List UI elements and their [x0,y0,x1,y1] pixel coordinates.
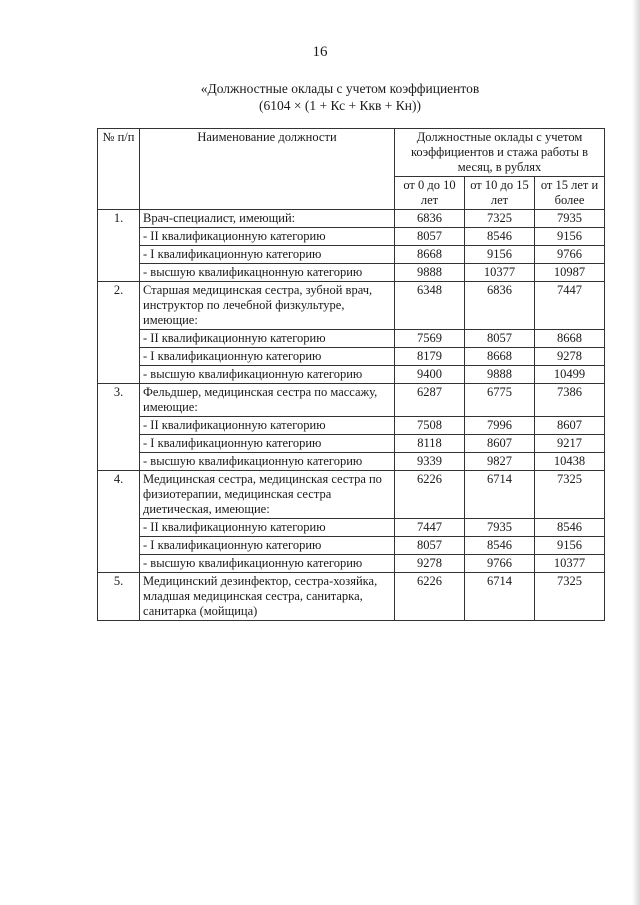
table-row [98,330,605,348]
header-row [98,129,605,177]
table-row [98,417,605,435]
position-name: Врач-специалист, имеющий: [140,210,395,228]
row-number: 1. [98,210,140,282]
salary-value: 10377 [535,555,605,573]
salary-value: 7508 [395,417,465,435]
table-row [98,282,605,330]
page-edge-shadow [632,0,640,905]
salary-value: 6226 [395,471,465,519]
salary-value: 7447 [535,282,605,330]
table-row [98,228,605,246]
salary-value: 8607 [535,417,605,435]
position-name: Старшая медицинская сестра, зубной врач, инструктор по лечебной физкультуре, имеющие: [140,282,395,330]
salary-value: 6226 [395,573,465,621]
salary-value: 9156 [465,246,535,264]
table-row [98,348,605,366]
table-row [98,210,605,228]
salary-value: 8668 [465,348,535,366]
position-name: - II квалификационную категорию [140,228,395,246]
salary-value: 9766 [535,246,605,264]
table-row [98,519,605,537]
salary-value: 7325 [535,573,605,621]
salary-value: 6836 [395,210,465,228]
salary-value: 10499 [535,366,605,384]
position-name: - высшую квалификацнонную категорию [140,264,395,282]
position-name: - II квалификационную категорию [140,417,395,435]
salary-value: 8607 [465,435,535,453]
table-row [98,537,605,555]
position-name: Медицинская сестра, медицинская сестра по физиотерапии, медицинская сестра диетическая, имеющие: [140,471,395,519]
salary-value: 7325 [535,471,605,519]
salary-value: 10987 [535,264,605,282]
table-row [98,471,605,519]
table-row [98,573,605,621]
salary-value: 8179 [395,348,465,366]
table-row [98,555,605,573]
salary-value: 7386 [535,384,605,417]
table-row [98,435,605,453]
salary-value: 10377 [465,264,535,282]
document-title [120,80,560,114]
header-experience-0-10: от 0 до 10 лет [395,177,465,210]
table-row [98,366,605,384]
salary-value: 7447 [395,519,465,537]
salary-value: 8118 [395,435,465,453]
position-name: - высшую квалификационную категорию [140,366,395,384]
header-experience-15-plus: от 15 лет и более [535,177,605,210]
position-name: - II квалификационную категорию [140,519,395,537]
position-name: - I квалификационную категорию [140,348,395,366]
header-salary-group: Должностные оклады с учетом коэффициентов и стажа работы в месяц, в рублях [395,129,605,177]
title-line-2: (6104 × (1 + Кс + Ккв + Кн)) [258,98,421,113]
table-body [98,210,605,621]
salary-value: 7935 [535,210,605,228]
row-number: 2. [98,282,140,384]
salary-value: 6775 [465,384,535,417]
salary-value: 6836 [465,282,535,330]
salary-value: 9400 [395,366,465,384]
salary-value: 9827 [465,453,535,471]
salary-value: 8057 [395,537,465,555]
salary-value: 9888 [465,366,535,384]
row-number: 4. [98,471,140,573]
table-row [98,384,605,417]
salary-value: 8668 [535,330,605,348]
table-row [98,246,605,264]
header-num: № п/п [98,129,140,210]
salary-value: 9339 [395,453,465,471]
salary-value: 9156 [535,537,605,555]
salary-value: 6348 [395,282,465,330]
salary-value: 8057 [395,228,465,246]
salary-value: 7325 [465,210,535,228]
salary-value: 10438 [535,453,605,471]
salary-value: 8546 [535,519,605,537]
position-name: - I квалификационную категорию [140,435,395,453]
salary-value: 8546 [465,228,535,246]
salary-value: 6714 [465,573,535,621]
salary-value: 9278 [535,348,605,366]
salary-value: 8057 [465,330,535,348]
salary-value: 8546 [465,537,535,555]
table-row [98,453,605,471]
salary-value: 6287 [395,384,465,417]
header-position-name: Наименование должности [140,129,395,210]
title-line-1: «Должностные оклады с учетом коэффициентов [200,81,480,96]
salary-value: 6714 [465,471,535,519]
position-name: - высшую квалификационную категорию [140,555,395,573]
salary-value: 9156 [535,228,605,246]
position-name: - I квалификационную категорию [140,246,395,264]
row-number: 5. [98,573,140,621]
salary-value: 9888 [395,264,465,282]
position-name: Медицинский дезинфектор, сестра-хозяйка, младшая медицинская сестра, санитарка, санитарка (мойщица) [140,573,395,621]
salary-value: 9217 [535,435,605,453]
salary-value: 7996 [465,417,535,435]
header-experience-10-15: от 10 до 15 лет [465,177,535,210]
position-name: Фельдшер, медицинская сестра по массажу, имеющие: [140,384,395,417]
page-number: 16 [312,44,328,60]
salary-table [97,128,605,621]
salary-value: 8668 [395,246,465,264]
position-name: - I квалификационную категорию [140,537,395,555]
salary-value: 7569 [395,330,465,348]
row-number: 3. [98,384,140,471]
salary-value: 9278 [395,555,465,573]
position-name: - II квалификационную категорию [140,330,395,348]
position-name: - высшую квалификационную категорию [140,453,395,471]
salary-value: 9766 [465,555,535,573]
table-row [98,264,605,282]
salary-value: 7935 [465,519,535,537]
